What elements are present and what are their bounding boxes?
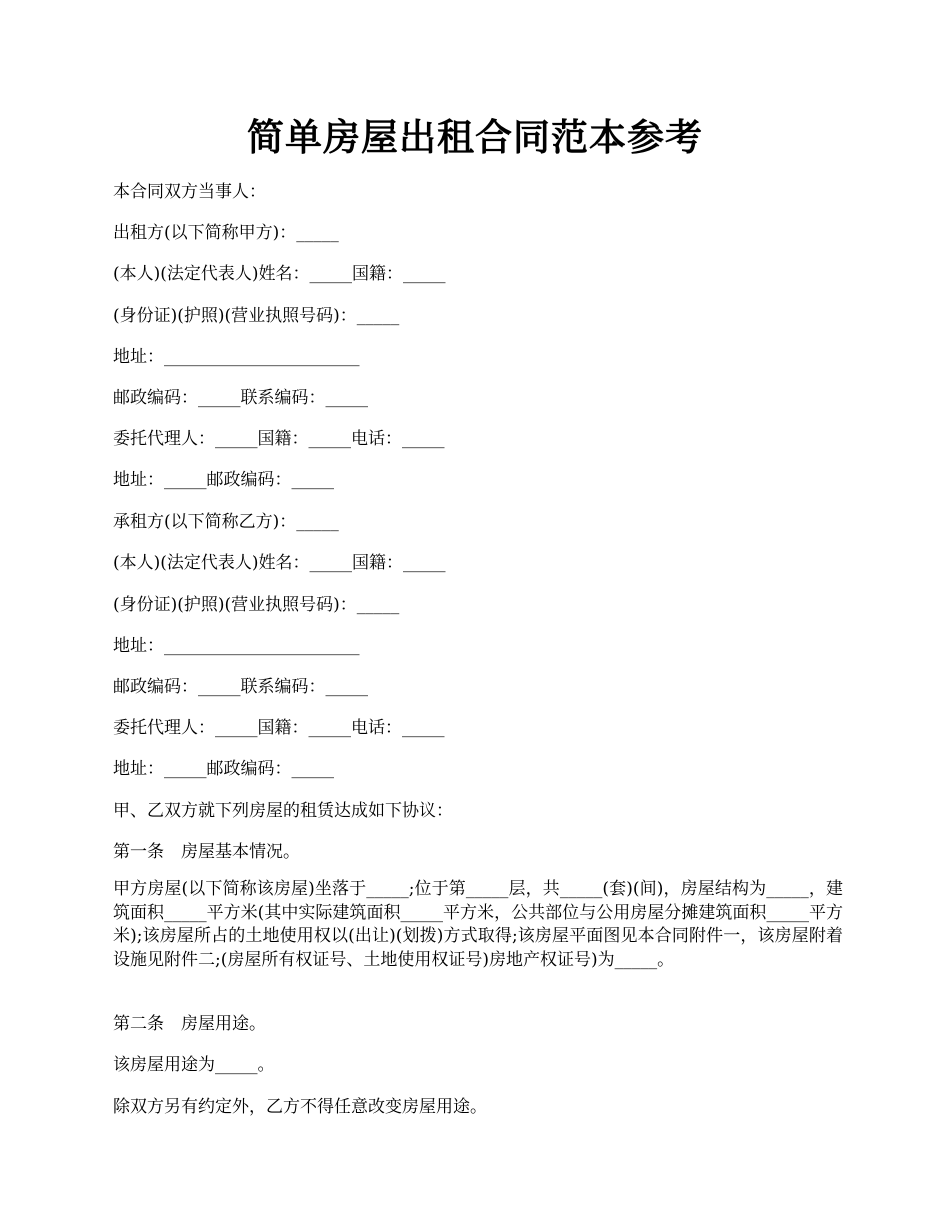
document-title: 简单房屋出租合同范本参考 — [247, 115, 703, 159]
article-1-heading: 第一条 房屋基本情况。 — [113, 842, 300, 862]
paragraph-lessor-address: 地址：_______________________ — [113, 347, 360, 367]
paragraph-lessor-name: (本人)(法定代表人)姓名：_____国籍：_____ — [113, 264, 446, 284]
paragraph-lessee-address: 地址：_______________________ — [113, 636, 360, 656]
paragraph-lessee: 承租方(以下简称乙方)：_____ — [113, 512, 339, 532]
paragraph-lessor: 出租方(以下简称甲方)：_____ — [113, 223, 339, 243]
paragraph-lessor-agent-address: 地址：_____邮政编码：_____ — [113, 470, 334, 490]
paragraph-lessor-postcode: 邮政编码：_____联系编码：_____ — [113, 388, 368, 408]
article-2-heading: 第二条 房屋用途。 — [113, 1014, 266, 1034]
paragraph-parties-intro: 本合同双方当事人： — [113, 182, 266, 202]
article-2-use: 该房屋用途为_____。 — [113, 1055, 275, 1075]
article-2-restriction: 除双方另有约定外，乙方不得任意改变房屋用途。 — [113, 1097, 487, 1117]
paragraph-lessor-agent: 委托代理人：_____国籍：_____电话：_____ — [113, 429, 445, 449]
paragraph-lessee-id: (身份证)(护照)(营业执照号码)：_____ — [113, 595, 400, 615]
paragraph-lessee-name: (本人)(法定代表人)姓名：_____国籍：_____ — [113, 553, 446, 573]
paragraph-lessee-agent: 委托代理人：_____国籍：_____电话：_____ — [113, 718, 445, 738]
article-1-body: 甲方房屋(以下简称该房屋)坐落于_____;位于第_____层，共_____(套)(间)，房屋结构为_____，建筑面积_____平方米(其中实际建筑面积_____平方米，公共部位与公用房屋分摊建筑面积_____平方米);该房屋所占的土地使用权以(出让)(划拨)方式取得;该房屋平面图见本合同附件一，该房屋附着设施见附件二;(房屋所有权证号、土地使用权证号)房地产权证号)为_____。 — [113, 879, 843, 970]
paragraph-lessee-agent-address: 地址：_____邮政编码：_____ — [113, 759, 334, 779]
paragraph-lessee-postcode: 邮政编码：_____联系编码：_____ — [113, 677, 368, 697]
paragraph-agreement-intro: 甲、乙双方就下列房屋的租赁达成如下协议： — [113, 801, 453, 821]
paragraph-lessor-id: (身份证)(护照)(营业执照号码)：_____ — [113, 306, 400, 326]
